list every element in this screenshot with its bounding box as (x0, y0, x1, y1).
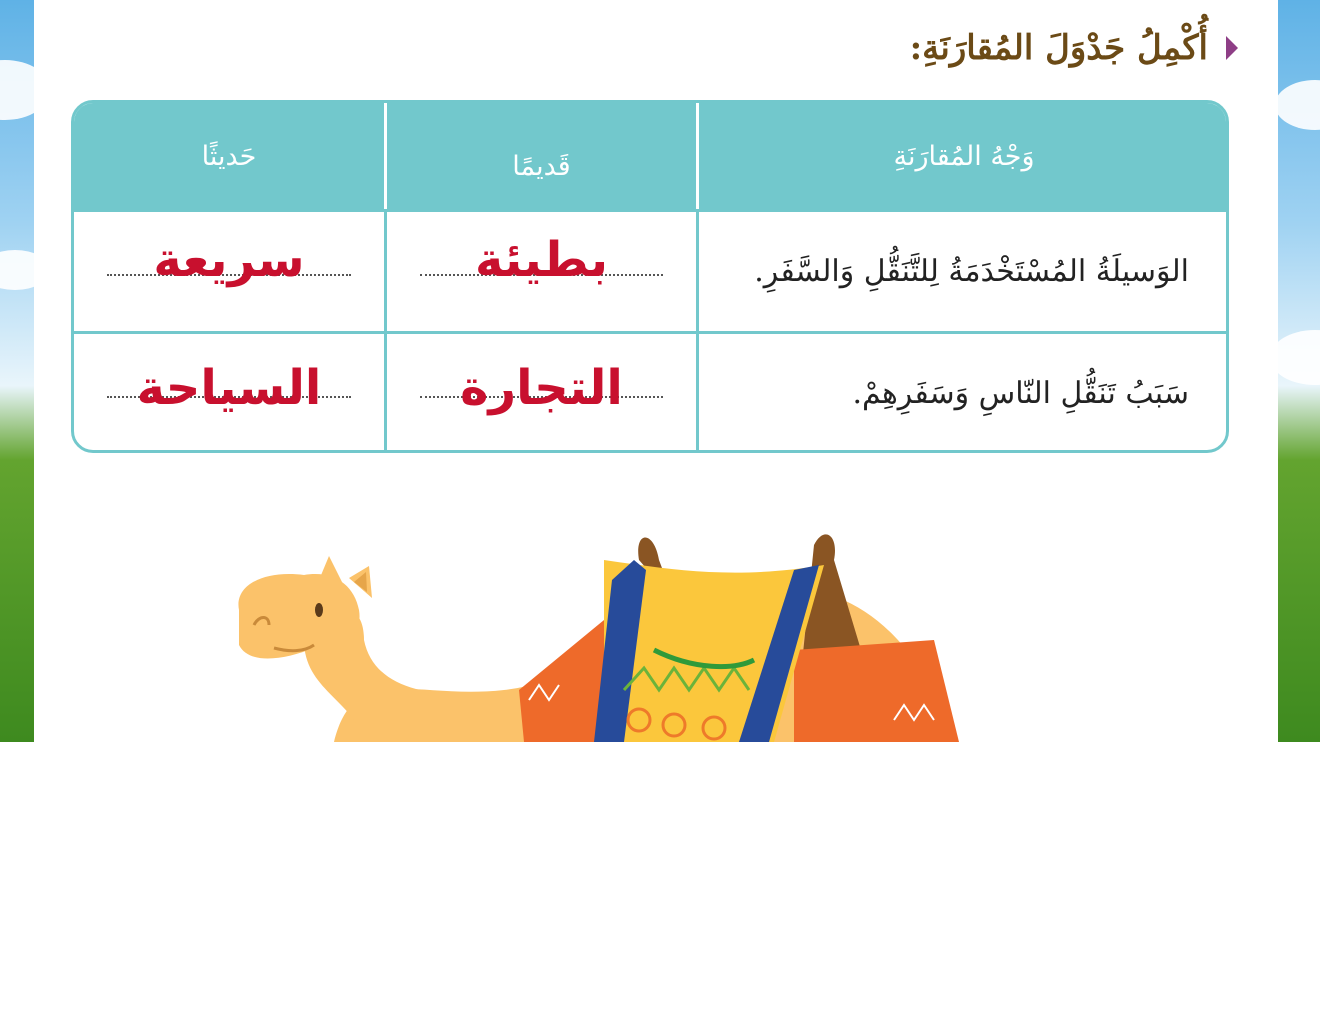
row-2-aspect: سَبَبُ تَنَقُّلِ النّاسِ وَسَفَرِهِمْ. (852, 376, 1189, 411)
header-now: حَديثًا (201, 140, 257, 172)
camel-illustration (34, 0, 1278, 742)
cloud-decoration (1275, 80, 1320, 130)
row-1-aspect: الوَسيلَةُ المُسْتَخْدَمَةُ لِلتَّنَقُّلِ وَالسَّفَرِ. (754, 254, 1189, 289)
header-past: قَديمًا (512, 150, 571, 182)
worksheet-page (34, 0, 1278, 742)
row-1-now-answer: سريعة (153, 231, 305, 288)
row-1-past-answer: بطيئة (474, 231, 609, 288)
header-aspect: وَجْهُ المُقارَنَةِ (893, 140, 1035, 172)
exercise-title: أُكْمِلُ جَدْوَلَ المُقارَنَةِ: (909, 28, 1208, 68)
row-2-past-answer: التجارة (460, 359, 623, 416)
row-2-now-answer: السياحة (136, 359, 322, 416)
